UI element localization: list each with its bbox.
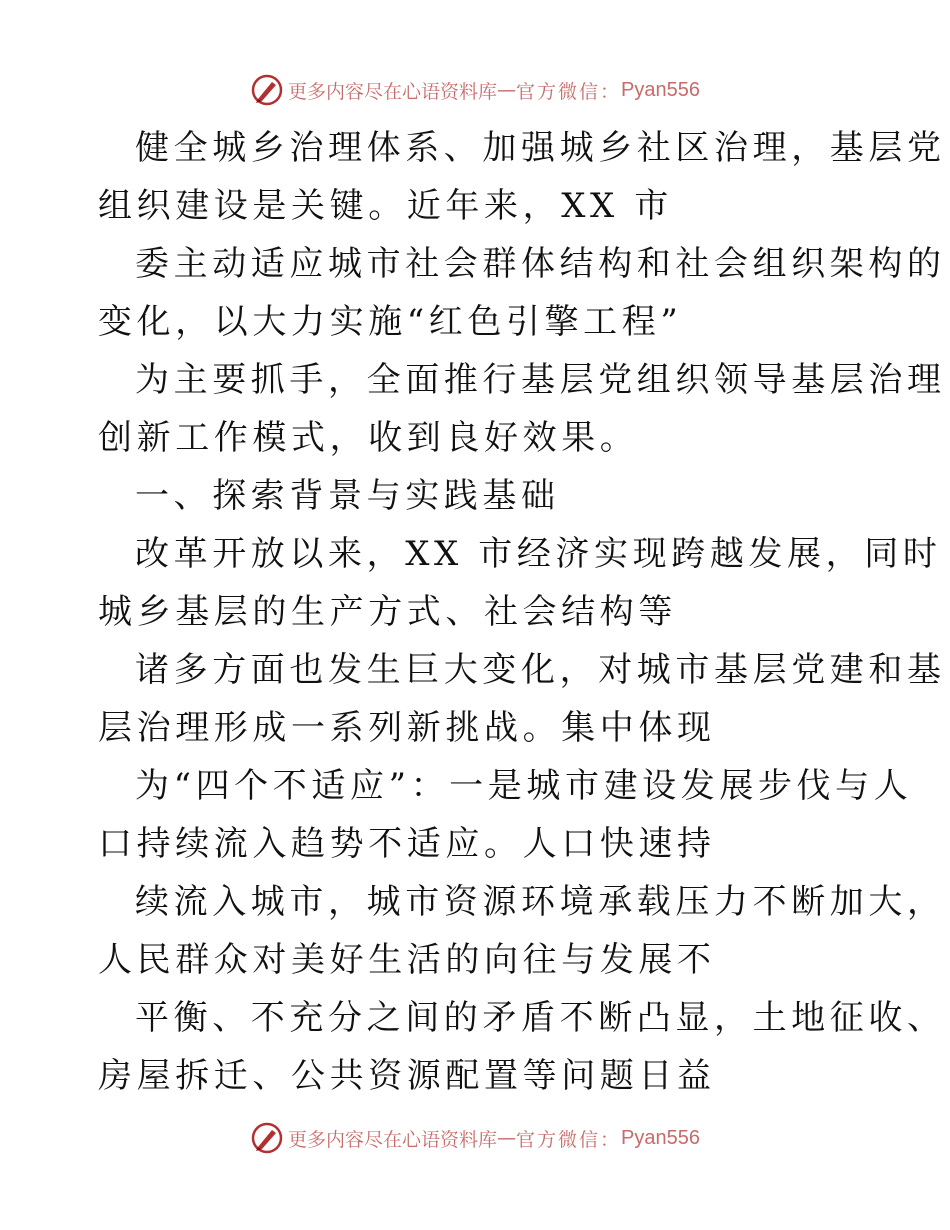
body-line: 组织建设是关键。近年来，XX 市 [98,186,673,226]
body-line: 层治理形成一系列新挑战。集中体现 [98,708,716,748]
body-line: 续流入城市，城市资源环境承载压力不断加大， [135,882,946,922]
body-line: 改革开放以来，XX 市经济实现跨越发展，同时 [135,534,942,574]
body-line: 房屋拆迁、公共资源配置等问题日益 [98,1056,716,1096]
body-line: 变化，以大力实施“红色引擎工程” [98,302,683,342]
watermark-separator: — [497,1127,517,1149]
watermark-wechat-label: 官方微信： [516,1128,622,1151]
section-heading: 一、探索背景与实践基础 [135,476,560,516]
body-line: 诸多方面也发生巨大变化，对城市基层党建和基 [135,650,946,690]
footer-watermark [0,1118,950,1158]
header-watermark [0,70,950,110]
watermark-wechat-id: Pyan556 [621,1126,700,1149]
watermark-wechat-label: 官方微信： [516,80,622,103]
watermark-separator: — [497,79,517,101]
body-line: 创新工作模式，收到良好效果。 [98,418,639,458]
body-line: 委主动适应城市社会群体结构和社会组织架构的 [135,244,946,284]
watermark-brand: 更多内容尽在心语资料库 [288,1128,498,1151]
pen-logo-icon [250,1121,284,1155]
watermark-brand: 更多内容尽在心语资料库 [288,80,498,103]
watermark-wechat-id: Pyan556 [621,78,700,101]
body-line: 为主要抓手，全面推行基层党组织领导基层治理 [135,360,946,400]
body-line: 为“四个不适应”：一是城市建设发展步伐与人 [135,766,913,806]
body-line: 平衡、不充分之间的矛盾不断凸显，土地征收、 [135,998,946,1038]
body-line: 健全城乡治理体系、加强城乡社区治理，基层党 [135,128,946,168]
pen-logo-icon [250,73,284,107]
body-line: 口持续流入趋势不适应。人口快速持 [98,824,716,864]
body-line: 人民群众对美好生活的向往与发展不 [98,940,716,980]
body-line: 城乡基层的生产方式、社会结构等 [98,592,677,632]
